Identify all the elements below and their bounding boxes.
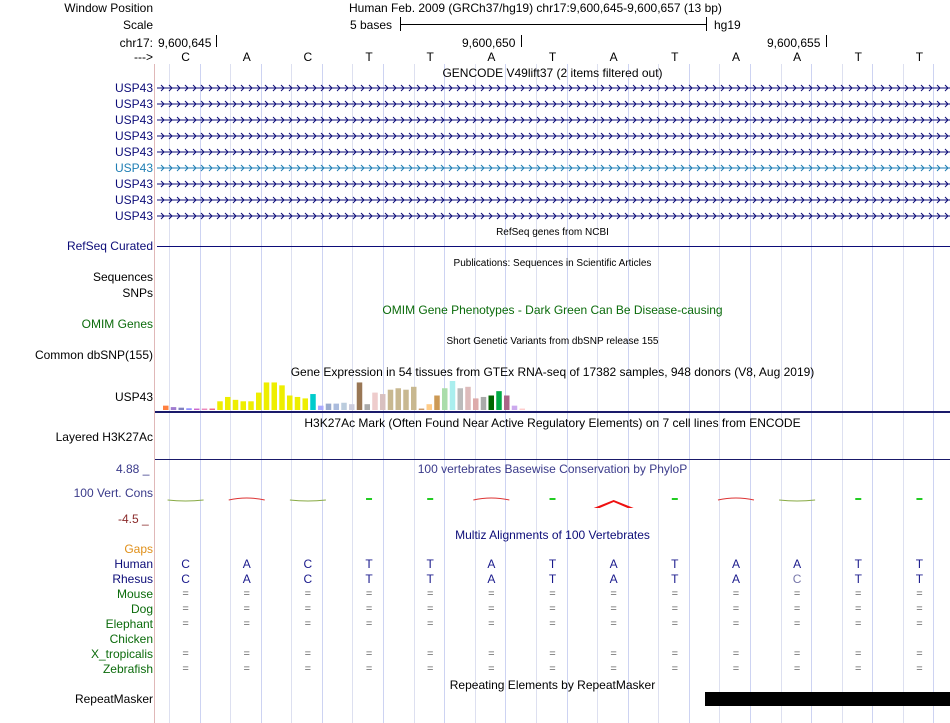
strand-label: ---> [134,50,153,64]
phylop-score-arc[interactable] [718,498,754,500]
multiz-aligned-base: = [243,603,250,615]
repeatmasker-track-label[interactable]: RepeatMasker [74,692,153,706]
gencode-item-label[interactable]: USP43 [114,129,153,143]
gtex-tissue-bar[interactable] [357,382,363,410]
multiz-aligned-base: = [671,588,679,600]
multiz-aligned-base: = [732,663,740,675]
gtex-tissue-bar[interactable] [473,398,479,410]
multiz-aligned-base: = [304,603,312,615]
multiz-species-label[interactable]: X_tropicalis [90,647,153,661]
multiz-aligned-base: = [182,648,189,660]
phylop-conservation-chart[interactable] [155,478,950,518]
scale-bar-left-tick [400,17,401,31]
gtex-tissue-bar[interactable] [380,394,386,410]
reference-base: T [365,50,373,64]
phylop-score-mark[interactable] [855,498,861,500]
multiz-aligned-base: T [854,557,862,571]
window-position-value: Human Feb. 2009 (GRCh37/hg19) chr17:9,600,645-9,600,657 (13 bp) [349,1,722,15]
multiz-aligned-base: T [671,557,679,571]
gtex-tissue-bar[interactable] [210,409,216,410]
scale-bar-right-tick [706,17,707,31]
reference-base: C [181,50,190,64]
multiz-aligned-base: = [610,648,617,660]
gtex-tissue-bar[interactable] [458,388,464,410]
multiz-aligned-base: = [304,618,312,630]
gtex-tissue-bar[interactable] [504,396,510,411]
gencode-item-label[interactable]: USP43 [114,145,153,159]
multiz-aligned-base: = [610,663,617,675]
multiz-aligned-base: = [426,603,434,615]
reference-base: T [854,50,862,64]
gencode-transcript-line[interactable] [157,179,950,189]
gtex-tissue-bar[interactable] [318,406,324,410]
multiz-aligned-base: C [181,557,190,571]
repeatmasker-track-title[interactable]: Repeating Elements by RepeatMasker [449,678,656,692]
multiz-aligned-base: = [426,648,434,660]
gtex-tissue-bar[interactable] [334,404,340,410]
multiz-aligned-base: = [304,663,312,675]
scale-text: 5 bases [350,18,393,32]
multiz-aligned-base: = [488,603,495,615]
gtex-tissue-bar[interactable] [295,397,301,410]
multiz-aligned-base: T [915,572,924,586]
multiz-species-label[interactable]: Zebrafish [102,662,153,676]
multiz-aligned-base: = [793,588,801,600]
gtex-tissue-bar[interactable] [496,391,502,410]
coord-tick-1 [216,35,217,47]
multiz-aligned-base: = [549,648,556,660]
repeatmasker-element[interactable] [705,692,950,706]
gtex-tissue-bar[interactable] [272,382,278,410]
phylop-score-arc[interactable] [290,500,326,501]
multiz-gaps-label[interactable]: Gaps [124,542,153,556]
multiz-aligned-base: = [793,648,801,660]
reference-base: C [303,50,313,64]
multiz-aligned-base: = [549,588,556,600]
multiz-species-label[interactable]: Mouse [116,587,153,601]
multiz-aligned-base: = [732,603,740,615]
coord-tick-3 [826,35,827,47]
multiz-species-label[interactable]: Chicken [109,632,153,646]
multiz-species-label[interactable]: Rhesus [112,572,153,586]
gencode-transcript-line[interactable] [157,195,950,205]
phylop-score-arc[interactable] [779,500,815,501]
gtex-tissue-bar[interactable] [194,409,200,410]
coord-2: 9,600,650 [462,36,516,50]
gtex-tissue-bar[interactable] [179,408,185,410]
multiz-aligned-base: = [855,648,862,660]
phylop-score-peak[interactable] [594,500,634,508]
gencode-item-label[interactable]: USP43 [114,177,153,191]
multiz-aligned-base: = [671,663,679,675]
multiz-aligned-base: = [916,588,923,600]
multiz-aligned-base: = [610,603,617,615]
multiz-aligned-base: T [548,572,557,586]
phylop-max-label: 4.88 _ [116,462,150,476]
publications-snps-label[interactable]: SNPs [122,286,153,300]
gencode-transcript-line[interactable] [157,147,950,157]
multiz-aligned-base: = [671,648,679,660]
phylop-score-mark[interactable] [672,498,678,500]
multiz-aligned-base: = [549,663,556,675]
multiz-aligned-base: T [854,572,862,586]
reference-base: A [487,50,496,64]
omim-track-label[interactable]: OMIM Genes [81,317,153,331]
multiz-aligned-base: = [365,618,373,630]
multiz-aligned-base: = [549,603,556,615]
gtex-tissue-bar[interactable] [450,381,456,410]
multiz-aligned-base: = [793,603,801,615]
scale-label: Scale [122,18,153,32]
gtex-tissue-bar[interactable] [264,382,270,410]
multiz-aligned-base: = [488,588,495,600]
multiz-species-label[interactable]: Elephant [105,617,153,631]
gencode-transcript-line[interactable] [157,131,950,141]
gtex-expression-chart[interactable] [155,378,950,413]
reference-base: T [548,50,557,64]
gencode-transcript-line[interactable] [157,211,950,221]
gtex-tissue-bar[interactable] [434,396,440,411]
gtex-tissue-bar[interactable] [419,409,425,410]
gtex-tissue-bar[interactable] [217,401,223,410]
coord-tick-2 [521,35,522,47]
multiz-track-title[interactable]: Multiz Alignments of 100 Vertebrates [455,528,650,542]
phylop-min-label: -4.5 _ [118,512,149,526]
multiz-aligned-base: A [609,572,618,586]
gencode-item-label[interactable]: USP43 [114,161,153,175]
reference-base: A [731,50,740,64]
multiz-aligned-base: = [426,588,434,600]
multiz-aligned-base: = [182,618,189,630]
gtex-tissue-bar[interactable] [512,406,518,410]
multiz-aligned-base: T [365,557,373,571]
gtex-tissue-bar[interactable] [403,390,409,410]
gtex-tissue-bar[interactable] [465,387,471,410]
multiz-aligned-base: = [916,648,923,660]
multiz-aligned-base: T [426,572,434,586]
h3k27ac-track-title[interactable]: H3K27Ac Mark (Often Found Near Active Regulatory Elements) on 7 cell lines from ENCODE [304,416,801,430]
publications-sequences-label[interactable]: Sequences [92,270,153,284]
multiz-aligned-base: = [488,618,495,630]
phylop-score-arc[interactable] [168,500,204,501]
phylop-score-mark[interactable] [366,498,372,500]
multiz-aligned-base: = [488,663,495,675]
gencode-transcript-line[interactable] [157,163,950,173]
gtex-tissue-bar[interactable] [279,385,285,410]
multiz-aligned-base: = [243,663,250,675]
gtex-tissue-bar[interactable] [481,397,487,410]
gtex-tissue-bar[interactable] [341,403,347,410]
multiz-aligned-base: = [916,603,923,615]
multiz-aligned-base: = [855,618,862,630]
multiz-aligned-base: C [792,572,802,586]
multiz-aligned-base: = [182,603,189,615]
gtex-tissue-bar[interactable] [225,397,231,410]
multiz-species-label[interactable]: Dog [130,602,153,616]
reference-base: T [915,50,924,64]
multiz-aligned-base: = [793,618,801,630]
multiz-aligned-base: A [793,557,802,571]
multiz-aligned-base: = [732,588,740,600]
gtex-gene-label[interactable]: USP43 [114,390,153,404]
h3k27ac-baseline [155,459,950,460]
multiz-aligned-base: = [610,588,617,600]
gencode-transcript-line[interactable] [157,83,950,93]
gtex-tissue-bar[interactable] [171,407,177,410]
gtex-tissue-bar[interactable] [256,393,262,410]
multiz-aligned-base: = [855,588,862,600]
gtex-baseline [155,411,950,413]
publications-track-title[interactable]: Publications: Sequences in Scientific Articles [453,258,652,269]
gtex-tissue-bar[interactable] [202,409,208,410]
phylop-track-title[interactable]: 100 vertebrates Basewise Conservation by PhyloP [417,462,688,476]
multiz-aligned-base: A [731,572,740,586]
dbsnp-track-label[interactable]: Common dbSNP(155) [34,348,153,362]
multiz-aligned-base: = [732,648,740,660]
reference-base: T [426,50,434,64]
multiz-aligned-base: = [426,663,434,675]
gtex-tissue-bar[interactable] [427,404,433,410]
multiz-aligned-base: T [915,557,924,571]
multiz-aligned-base: A [242,572,251,586]
gencode-transcript-line[interactable] [157,99,950,109]
multiz-aligned-base: = [916,663,923,675]
gencode-item-label[interactable]: USP43 [114,193,153,207]
phylop-score-mark[interactable] [550,498,556,500]
gencode-item-label[interactable]: USP43 [114,81,153,95]
multiz-aligned-base: = [916,618,923,630]
multiz-aligned-base: = [610,618,617,630]
multiz-aligned-base: T [671,572,679,586]
phylop-track-label[interactable]: 100 Vert. Cons [73,486,153,500]
gtex-tissue-bar[interactable] [520,409,526,410]
gencode-track-title[interactable]: GENCODE V49lift37 (2 items filtered out) [442,66,663,80]
gtex-tissue-bar[interactable] [287,396,293,411]
multiz-aligned-base: = [671,618,679,630]
multiz-aligned-base: A [487,557,496,571]
phylop-score-arc[interactable] [229,498,265,500]
multiz-aligned-base: = [304,588,312,600]
gencode-item-label[interactable]: USP43 [114,113,153,127]
reference-base: A [242,50,251,64]
gtex-tissue-bar[interactable] [396,388,402,410]
phylop-score-arc[interactable] [473,498,509,500]
multiz-aligned-base: C [303,557,313,571]
reference-base: A [793,50,802,64]
gtex-tissue-bar[interactable] [163,406,169,410]
dbsnp-track-title[interactable]: Short Genetic Variants from dbSNP release 155 [446,336,659,347]
refseq-track-title[interactable]: RefSeq genes from NCBI [496,227,609,238]
multiz-aligned-base: = [182,663,189,675]
multiz-aligned-base: = [855,603,862,615]
assembly-label: hg19 [714,18,741,32]
gencode-item-label[interactable]: USP43 [114,209,153,223]
chrom-label: chr17: [119,36,153,50]
multiz-aligned-base: T [365,572,373,586]
scale-bar [400,24,706,25]
coord-3: 9,600,655 [767,36,821,50]
gtex-tissue-bar[interactable] [233,400,239,410]
multiz-aligned-base: = [426,618,434,630]
coord-1: 9,600,645 [158,36,212,50]
multiz-aligned-base: = [671,603,679,615]
multiz-aligned-base: = [365,648,373,660]
gtex-tissue-bar[interactable] [388,390,394,410]
multiz-aligned-base: = [793,663,801,675]
gtex-tissue-bar[interactable] [310,394,316,410]
gtex-tissue-bar[interactable] [326,404,332,410]
refseq-gene-line[interactable] [157,246,950,247]
gtex-tissue-bar[interactable] [186,408,192,410]
omim-track-title[interactable]: OMIM Gene Phenotypes - Dark Green Can Be Disease-causing [382,303,723,317]
gtex-tissue-bar[interactable] [349,404,355,410]
multiz-aligned-base: = [304,648,312,660]
multiz-aligned-base: T [426,557,434,571]
gtex-tissue-bar[interactable] [365,404,371,410]
multiz-aligned-base: C [303,572,313,586]
multiz-aligned-base: = [549,618,556,630]
h3k27ac-track-label[interactable]: Layered H3K27Ac [55,430,153,444]
multiz-aligned-base: = [855,663,862,675]
multiz-aligned-base: = [243,618,250,630]
gtex-tissue-bar[interactable] [248,401,254,410]
multiz-aligned-base: C [181,572,190,586]
gtex-tissue-bar[interactable] [442,388,448,410]
gtex-tissue-bar[interactable] [303,398,309,410]
gtex-tissue-bar[interactable] [372,393,378,410]
gtex-tissue-bar[interactable] [489,396,495,411]
refseq-track-label[interactable]: RefSeq Curated [66,239,153,253]
phylop-score-mark[interactable] [916,498,922,500]
reference-base: A [609,50,618,64]
gtex-track-title[interactable]: Gene Expression in 54 tissues from GTEx RNA-seq of 17382 samples, 948 donors (V8, Aug 2019) [290,365,815,379]
multiz-aligned-base: = [365,588,373,600]
multiz-aligned-base: A [609,557,618,571]
multiz-aligned-base: = [488,648,495,660]
multiz-aligned-base: A [487,572,496,586]
gencode-item-label[interactable]: USP43 [114,97,153,111]
gencode-transcript-line[interactable] [157,115,950,125]
window-position-label: Window Position [64,1,153,15]
multiz-aligned-base: = [365,663,373,675]
multiz-aligned-base: = [365,603,373,615]
multiz-aligned-base: = [182,588,189,600]
gtex-tissue-bar[interactable] [411,387,417,410]
multiz-aligned-base: A [731,557,740,571]
multiz-aligned-base: = [732,618,740,630]
multiz-aligned-base: T [548,557,557,571]
multiz-aligned-base: = [243,648,250,660]
multiz-species-label[interactable]: Human [114,557,153,571]
gtex-tissue-bar[interactable] [241,401,247,410]
multiz-aligned-base: = [243,588,250,600]
multiz-aligned-base: A [242,557,251,571]
reference-base: T [671,50,679,64]
phylop-score-mark[interactable] [427,498,433,500]
